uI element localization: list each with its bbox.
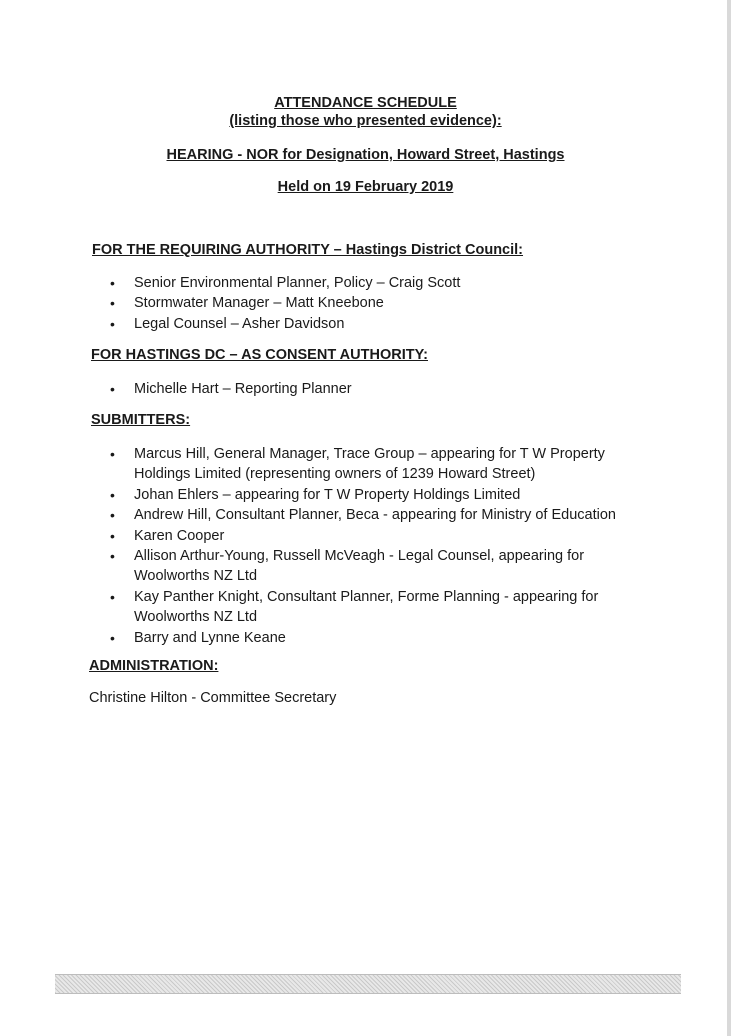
list-item: • Marcus Hill, General Manager, Trace Group – appearing for T W Property Holdings Limited (representing owners of 1239 Howard Street) <box>110 446 605 483</box>
list-item: • Allison Arthur-Young, Russell McVeagh - Legal Counsel, appearing for Woolworths NZ Ltd <box>110 548 585 585</box>
list-item: • Michelle Hart – Reporting Planner <box>106 379 352 399</box>
hearing-title: HEARING - NOR for Designation, Howard Street, Hastings <box>166 147 565 163</box>
bullet-icon: • <box>110 588 115 605</box>
submitters-list <box>106 444 626 648</box>
requiring-authority-heading: FOR THE REQUIRING AUTHORITY – Hastings District Council: <box>92 242 524 258</box>
list-item: • Johan Ehlers – appearing for T W Property Holdings Limited <box>106 485 626 505</box>
administration-text: Christine Hilton - Committee Secretary <box>89 690 337 706</box>
list-item: • Andrew Hill, Consultant Planner, Beca - appearing for Ministry of Education <box>106 505 626 525</box>
bullet-icon: • <box>110 381 115 397</box>
consent-authority-list <box>106 379 352 399</box>
bullet-icon: • <box>110 315 115 332</box>
list-item: • Stormwater Manager – Matt Kneebone <box>106 293 460 313</box>
administration-heading: ADMINISTRATION: <box>89 658 219 674</box>
bullet-icon: • <box>110 446 115 462</box>
list-item: • Senior Environmental Planner, Policy – Craig Scott <box>106 273 460 293</box>
held-on-date: Held on 19 February 2019 <box>277 179 454 195</box>
list-item: • Karen Cooper <box>106 526 626 546</box>
consent-authority-heading: FOR HASTINGS DC – AS CONSENT AUTHORITY: <box>91 347 428 363</box>
requiring-authority-list <box>106 273 460 334</box>
bullet-icon: • <box>110 527 115 544</box>
bullet-icon: • <box>110 486 115 503</box>
bullet-icon: • <box>110 275 115 291</box>
list-item: • Kay Panther Knight, Consultant Planner, Forme Planning - appearing for Woolworths NZ Ltd <box>110 588 599 626</box>
list-item: • Legal Counsel – Asher Davidson <box>106 314 460 334</box>
bullet-icon: • <box>110 548 115 565</box>
title-line-2: (listing those who presented evidence): <box>229 113 502 129</box>
bullet-icon: • <box>110 295 115 312</box>
bullet-icon: • <box>110 629 115 646</box>
list-item: • Barry and Lynne Keane <box>106 628 626 648</box>
submitters-heading: SUBMITTERS: <box>91 412 191 428</box>
bullet-icon: • <box>110 507 115 524</box>
footer-bar <box>55 974 681 994</box>
title-line-1: ATTENDANCE SCHEDULE <box>274 95 457 111</box>
